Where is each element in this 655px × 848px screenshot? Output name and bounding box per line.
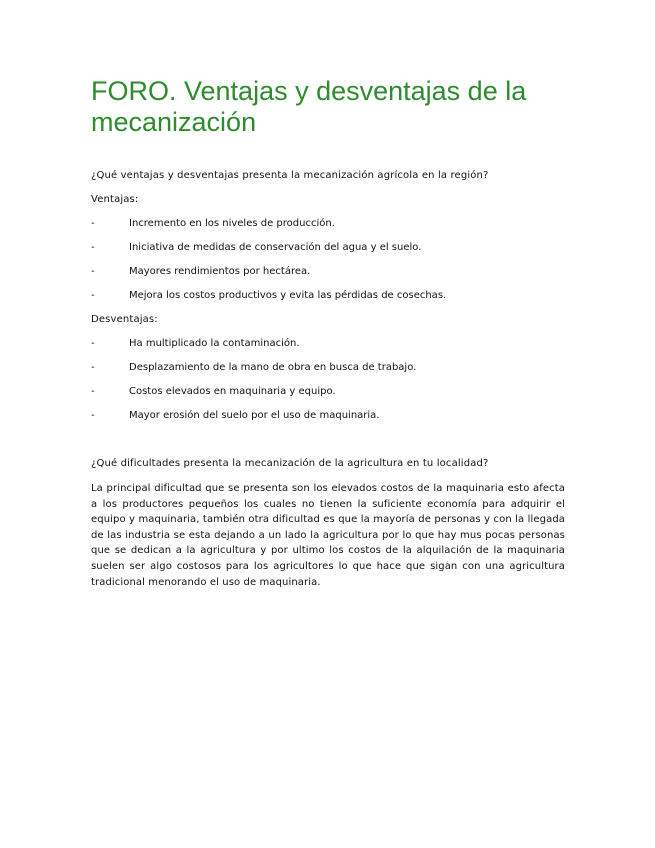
list-item-text: Mayor erosión del suelo por el uso de maquinaria.	[129, 410, 380, 421]
list-item-text: Incremento en los niveles de producción.	[129, 218, 335, 229]
list-item	[91, 290, 446, 301]
bullet-dash: -	[91, 242, 95, 253]
bullet-dash: -	[91, 410, 95, 421]
desventajas-heading: Desventajas:	[91, 314, 158, 325]
list-item-text: Mejora los costos productivos y evita las pérdidas de cosechas.	[129, 290, 447, 301]
list-item-text: Desplazamiento de la mano de obra en busca de trabajo.	[129, 362, 417, 373]
page-title: FORO. Ventajas y desventajas de la mecanización	[91, 76, 527, 137]
list-item	[91, 362, 416, 373]
bullet-dash: -	[91, 266, 95, 277]
list-item-text: Ha multiplicado la contaminación.	[129, 338, 300, 349]
question-dificultades: ¿Qué dificultades presenta la mecanización de la agricultura en tu localidad?	[91, 458, 489, 469]
list-item	[91, 242, 421, 253]
answer-paragraph: La principal dificultad que se presenta son los elevados costos de la maquinaria esto afecta a los productores pequeños los cuales no tienen la suficiente economía para adquirir el equipo y maquinaria, también otra dificultad es que la mayoría de personas y con la llegada de las industria se esta dejando a un lado la agricultura por lo que hay mus pocas personas que se dedican a la agricultura y por ultimo los costos de la alquilación de la maquinaria suelen ser algo costosos para los agricultores lo que hace que sigan con una agricultura tradicional menorando el uso de maquinaria.	[91, 483, 565, 588]
list-item-text: Mayores rendimientos por hectárea.	[129, 266, 311, 277]
list-item	[91, 338, 300, 349]
list-item	[91, 386, 336, 397]
bullet-dash: -	[91, 362, 95, 373]
list-item-text: Costos elevados en maquinaria y equipo.	[129, 386, 336, 397]
bullet-dash: -	[91, 386, 95, 397]
list-item	[91, 266, 310, 277]
bullet-dash: -	[91, 218, 95, 229]
list-item-text: Iniciativa de medidas de conservación del agua y el suelo.	[129, 242, 422, 253]
ventajas-heading: Ventajas:	[91, 194, 139, 205]
list-item	[91, 410, 379, 421]
bullet-dash: -	[91, 290, 95, 301]
question-ventajas-desventajas: ¿Qué ventajas y desventajas presenta la mecanización agrícola en la región?	[91, 170, 489, 181]
list-item	[91, 218, 335, 229]
bullet-dash: -	[91, 338, 95, 349]
